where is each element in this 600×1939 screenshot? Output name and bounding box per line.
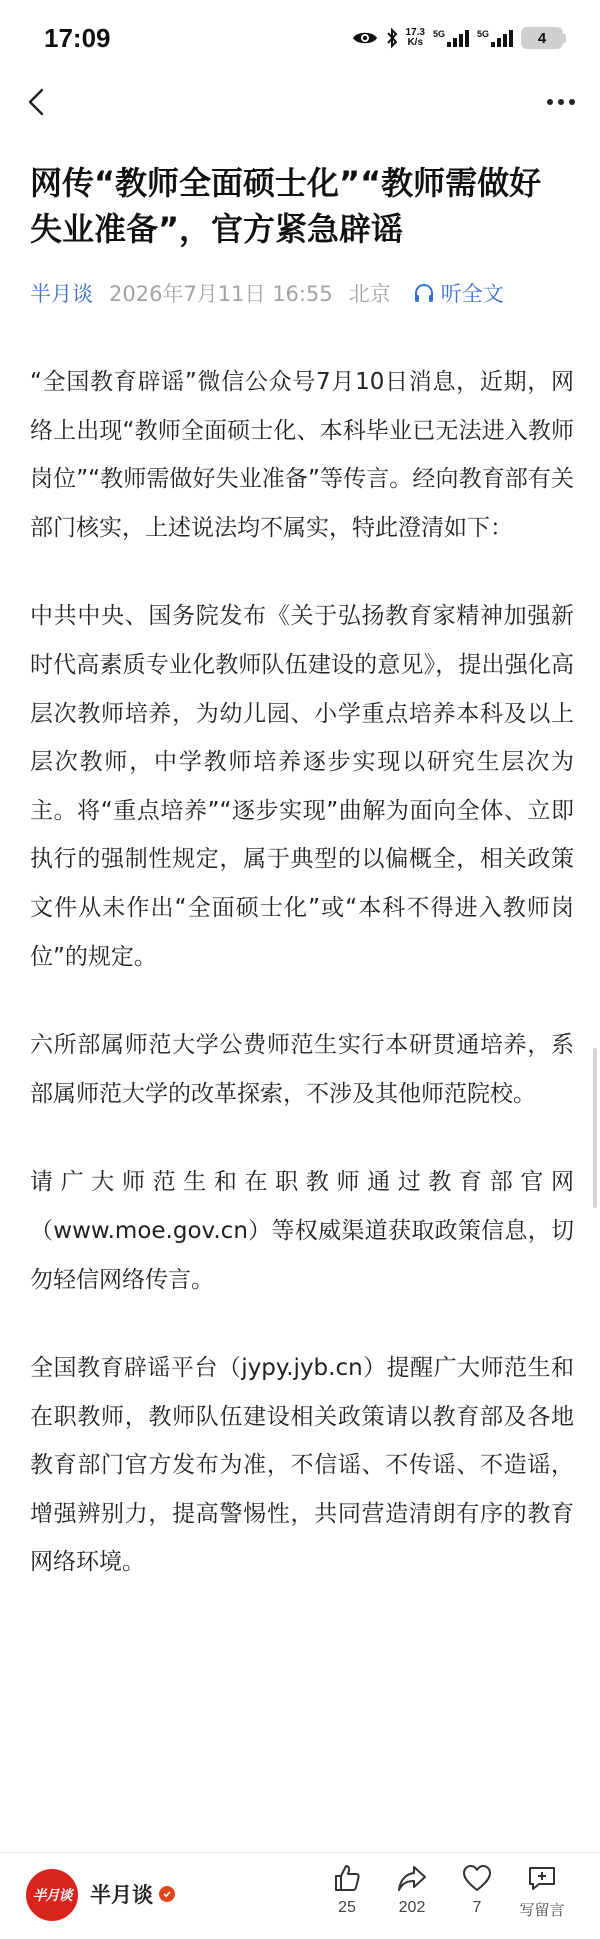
more-button[interactable] bbox=[536, 80, 586, 124]
scroll-indicator[interactable] bbox=[593, 1048, 597, 1208]
eye-icon bbox=[352, 29, 378, 47]
comment-button[interactable] bbox=[512, 1863, 572, 1920]
network-speed: 17.3 K/s bbox=[405, 27, 425, 48]
share-arrow-icon bbox=[396, 1863, 428, 1893]
status-time: 17:09 bbox=[44, 22, 111, 53]
article-title: 网传“教师全面硕士化”“教师需做好失业准备”，官方紧急辟谣 bbox=[30, 164, 542, 248]
account-name[interactable] bbox=[90, 1879, 175, 1909]
back-arrow-icon bbox=[27, 87, 45, 117]
favorite-count: 7 bbox=[472, 1899, 482, 1916]
share-button[interactable] bbox=[382, 1863, 442, 1917]
verified-icon bbox=[159, 1886, 175, 1902]
article-body bbox=[30, 358, 574, 1627]
publish-date: 2026年7月11日 16:55 bbox=[109, 282, 333, 306]
account-name-label: 半月谈 bbox=[90, 1883, 153, 1907]
source-link[interactable]: 半月谈 bbox=[30, 282, 93, 306]
thumbs-up-icon bbox=[332, 1863, 362, 1893]
paragraph: 六所部属师范大学公费师范生实行本研贯通培养，系部属师范大学的改革探索，不涉及其他师范院校。 bbox=[30, 1032, 574, 1107]
paragraph: “全国教育辟谣”微信公众号7月10日消息，近期，网络上出现“教师全面硕士化、本科毕业已无法进入教师岗位”“教师需做好失业准备”等传言。经向教育部有关部门核实，上述说法均不属实，特此澄清如下： bbox=[30, 369, 574, 541]
paragraph: 中共中央、国务院发布《关于弘扬教育家精神加强新时代高素质专业化教师队伍建设的意见》，提出强化高层次教师培养，为幼儿园、小学重点培养本科及以上层次教师，中学教师培养逐步实现以研究生层次为主。将“重点培养”“逐步实现”曲解为面向全体、立即执行的强制性规定，属于典型的以偏概全，相关政策文件从未作出“全面硕士化”或“本科不得进入教师岗位”的规定。 bbox=[30, 603, 574, 970]
signal-1 bbox=[433, 29, 469, 47]
signal-icon bbox=[491, 29, 513, 47]
comment-label: 写留言 bbox=[519, 1901, 565, 1919]
nav-bar bbox=[0, 76, 600, 128]
status-bar bbox=[0, 0, 600, 76]
heart-icon bbox=[461, 1863, 493, 1893]
paragraph: 全国教育辟谣平台（jypy.jyb.cn）提醒广大师范生和在职教师，教师队伍建设相关政策请以教育部及各地教育部门官方发布为准，不信谣、不传谣、不造谣，增强辨别力，提高警惕性，共同营造清朗有序的教育网络环境。 bbox=[30, 1355, 574, 1576]
status-icons bbox=[352, 27, 567, 49]
bottom-bar bbox=[0, 1852, 600, 1939]
favorite-button[interactable] bbox=[447, 1863, 507, 1917]
back-button[interactable] bbox=[16, 80, 56, 124]
bluetooth-icon bbox=[386, 27, 398, 49]
like-button[interactable] bbox=[317, 1863, 377, 1917]
signal-1-label: 5G bbox=[432, 29, 445, 39]
listen-button[interactable] bbox=[413, 278, 504, 308]
headphones-icon bbox=[413, 282, 435, 304]
like-count: 25 bbox=[338, 1899, 356, 1916]
comment-plus-icon bbox=[526, 1863, 558, 1893]
paragraph: 请广大师范生和在职教师通过教育部官网（www.moe.gov.cn）等权威渠道获取政策信息，切勿轻信网络传言。 bbox=[30, 1169, 574, 1293]
battery-icon bbox=[521, 27, 566, 49]
more-dots-icon bbox=[546, 98, 576, 106]
signal-2-label: 5G bbox=[476, 29, 489, 39]
signal-icon bbox=[447, 29, 469, 47]
listen-label: 听全文 bbox=[440, 282, 504, 306]
signal-2 bbox=[477, 29, 513, 47]
article-meta bbox=[30, 276, 570, 310]
share-count: 202 bbox=[398, 1899, 426, 1916]
publish-location: 北京 bbox=[348, 282, 391, 306]
avatar[interactable]: 半月谈 bbox=[26, 1869, 78, 1921]
battery-level: 4 bbox=[521, 27, 563, 49]
